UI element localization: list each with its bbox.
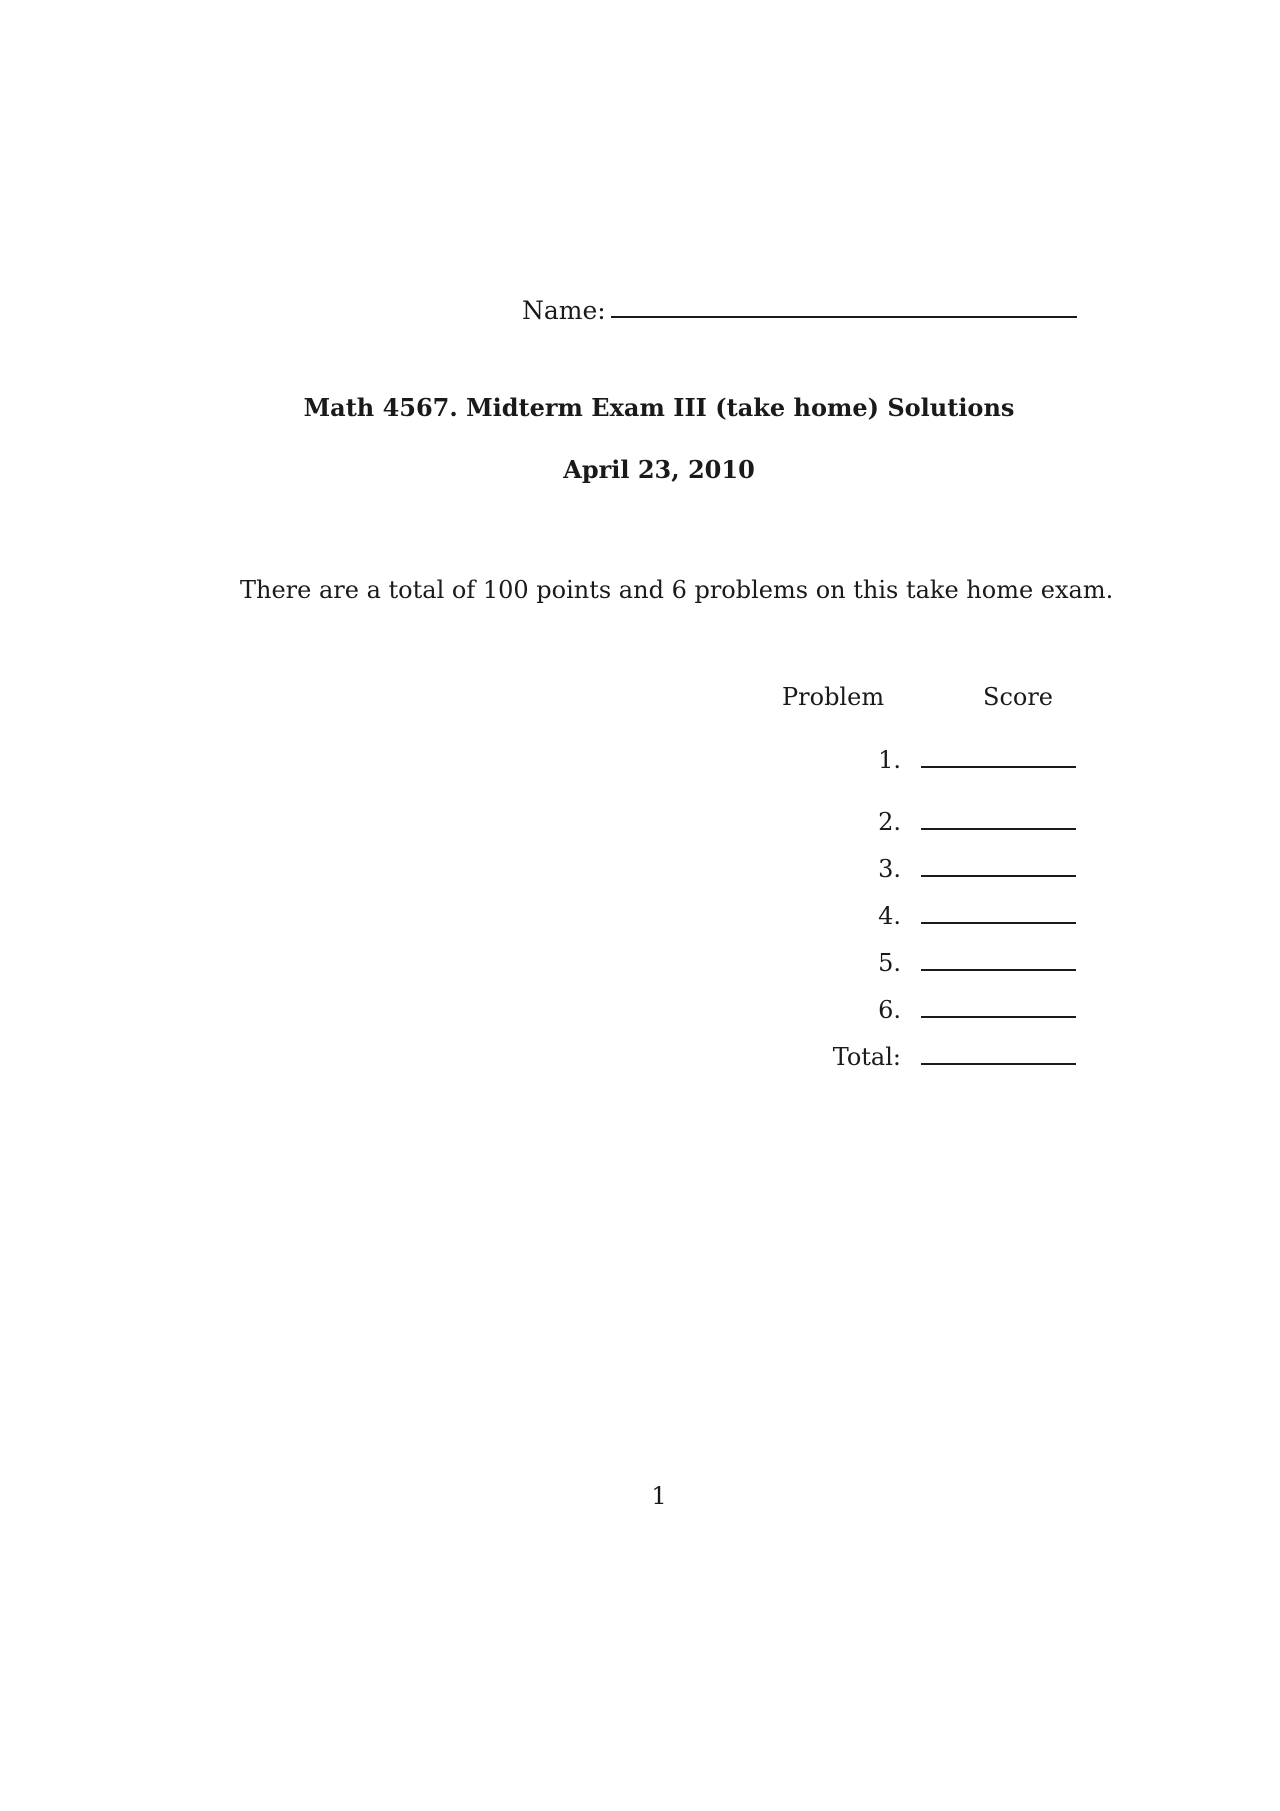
exam-date: April 23, 2010 xyxy=(563,455,755,484)
score-row-2 xyxy=(780,808,1080,838)
name-label: Name: xyxy=(522,296,606,325)
problem-number: 3. xyxy=(878,855,901,883)
score-blank[interactable] xyxy=(921,875,1076,877)
score-blank[interactable] xyxy=(921,1016,1076,1018)
page-number: 1 xyxy=(651,1482,667,1510)
score-row-5 xyxy=(780,949,1080,979)
exam-instructions: There are a total of 100 points and 6 problems on this take home exam. xyxy=(240,576,1114,604)
score-blank[interactable] xyxy=(921,828,1076,830)
problem-number: 1. xyxy=(878,746,901,774)
total-score-blank[interactable] xyxy=(921,1063,1076,1065)
score-row-1 xyxy=(780,746,1080,776)
score-blank[interactable] xyxy=(921,766,1076,768)
problem-number: 6. xyxy=(878,996,901,1024)
score-blank[interactable] xyxy=(921,969,1076,971)
score-blank[interactable] xyxy=(921,922,1076,924)
name-field-line[interactable] xyxy=(611,316,1077,318)
score-column-header: Score xyxy=(983,683,1054,711)
problem-number: 4. xyxy=(878,902,901,930)
score-row-4 xyxy=(780,902,1080,932)
score-row-total xyxy=(780,1043,1080,1073)
total-label: Total: xyxy=(832,1043,901,1071)
problem-column-header: Problem xyxy=(782,683,885,711)
score-row-6 xyxy=(780,996,1080,1026)
score-row-3 xyxy=(780,855,1080,885)
problem-number: 5. xyxy=(878,949,901,977)
exam-title: Math 4567. Midterm Exam III (take home) Solutions xyxy=(303,393,1015,422)
problem-number: 2. xyxy=(878,808,901,836)
